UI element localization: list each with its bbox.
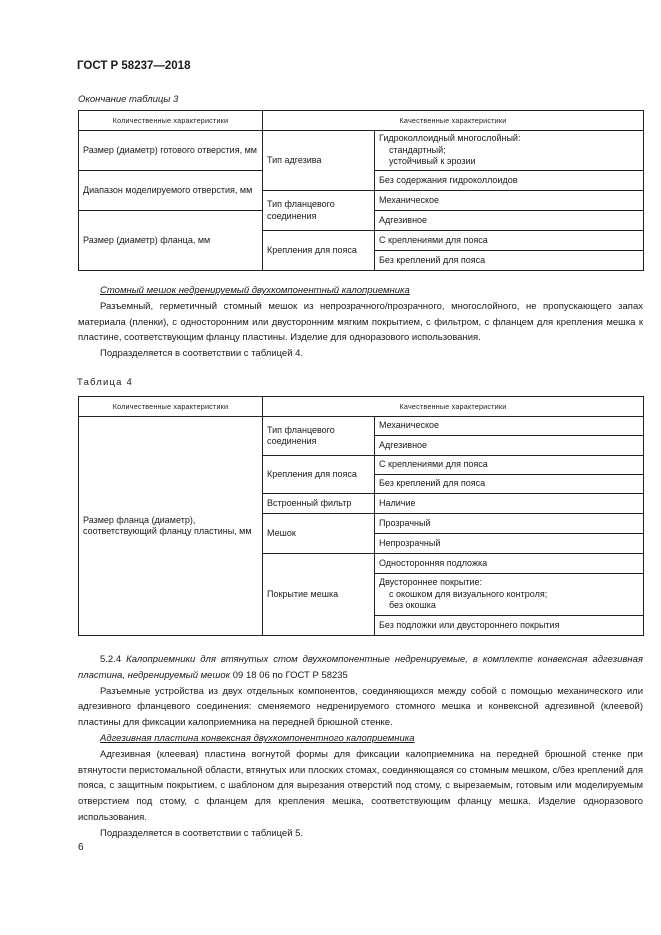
table4-col1-header: Количественные характеристики — [79, 397, 263, 417]
section-title: Калоприемники для втянутых стом двухкомпонентные недренируемые, в комплекте конвексная адгезивная пластина, недренируемый мешок — [78, 654, 644, 681]
group-name-cell: Встроенный фильтр — [263, 494, 375, 514]
value-cell: С креплениями для пояса — [375, 231, 644, 251]
table4-header-row — [79, 397, 644, 417]
value-text: Двустороннее покрытие: — [379, 577, 483, 588]
group-name-cell: Крепления для пояса — [263, 456, 375, 494]
group-name-cell: Тип фланцевого соединения — [263, 191, 375, 231]
group-name-cell: Покрытие мешка — [263, 554, 375, 636]
table-row — [79, 417, 644, 436]
value-cell: Без подложки или двустороннего покрытия — [375, 616, 644, 636]
value-cell: Механическое — [375, 191, 644, 211]
section-5-2-4 — [78, 652, 643, 842]
value-cell — [375, 131, 644, 171]
table4-col2-header: Качественные характеристики — [263, 397, 644, 417]
table3-header-row — [79, 111, 644, 131]
section-heading: Стомный мешок недренируемый двухкомпонентный калоприемника — [100, 285, 410, 296]
value-cell: Наличие — [375, 494, 644, 514]
section-body: Адгезивная (клеевая) пластина вогнутой формы для фиксации калоприемника на передней брюшной стенке при втянутости перистомальной области, втянутых или плоских стомах, соединяющаяся со стомным мешком, с/без креплений для пояса, с защитным покрытием, с шаблоном для вырезания отверстий под стому, с вырезаемым, готовым или моделируемым отверстием под стому, с фланцем для крепления мешка, соответствующим фланцу мешка. Изделие одноразового использования. — [78, 748, 643, 823]
table-3 — [78, 110, 644, 271]
section-code: 09 18 06 по ГОСТ Р 58235 — [232, 669, 348, 681]
value-text: Гидроколлоидный многослойный: — [379, 133, 521, 144]
section-subdivision: Подразделяется в соответствии с таблицей 4. — [100, 348, 304, 360]
quant-cell: Размер фланца (диаметр), соответствующий фланцу пластины, мм — [79, 417, 263, 636]
value-subitem: стандартный; — [389, 144, 446, 155]
value-subitem: устойчивый к эрозии — [389, 156, 476, 167]
section-body: Разъемный, герметичный стомный мешок из непрозрачного/прозрачного, многослойного, не пропускающего запах материала (пленки), с односторонним или двусторонним мягким покрытием, с фильтром, с фланцем для крепления мешка к пластине, соответствующим фланцу пластины. Изделие для одноразового использования. — [78, 300, 643, 344]
value-cell: Прозрачный — [375, 514, 644, 534]
table3-col1-header: Количественные характеристики — [79, 111, 263, 131]
section-subdivision: Подразделяется в соответствии с таблицей 5. — [100, 827, 304, 839]
section-stoma-bag — [78, 283, 643, 362]
table4-label: Таблица 4 — [77, 377, 133, 388]
section-body: Разъемные устройства из двух отдельных компонентов, соединяющихся между собой с помощью механического или адгезивного фланцевого соединения: сменяемого недренируемого стомного мешка и конвексной адгезивной (клеевой) пластины для фиксации калоприемника на передней брюшной стенке. — [78, 685, 643, 729]
table-row — [79, 131, 644, 171]
value-cell: Без креплений для пояса — [375, 475, 644, 494]
value-cell: Адгезивное — [375, 211, 644, 231]
value-cell: Без креплений для пояса — [375, 251, 644, 271]
page-number: 6 — [78, 842, 84, 853]
group-name-cell: Крепления для пояса — [263, 231, 375, 271]
group-name-cell: Тип адгезива — [263, 131, 375, 191]
quant-cell: Диапазон моделируемого отверстия, мм — [79, 171, 263, 211]
value-cell: Механическое — [375, 417, 644, 436]
document-header: ГОСТ Р 58237—2018 — [77, 60, 191, 72]
value-cell: С креплениями для пояса — [375, 456, 644, 475]
table-4 — [78, 396, 644, 636]
group-name-cell: Тип фланцевого соединения — [263, 417, 375, 456]
section-heading: Адгезивная пластина конвексная двухкомпонентного калоприемника — [100, 732, 415, 744]
value-cell: Без содержания гидроколлоидов — [375, 171, 644, 191]
value-subitem: с окошком для визуального контроля; — [389, 588, 548, 599]
table3-col2-header: Качественные характеристики — [263, 111, 644, 131]
value-subitem: без окошка — [389, 600, 436, 611]
quant-cell: Размер (диаметр) фланца, мм — [79, 211, 263, 271]
value-cell: Адгезивное — [375, 436, 644, 456]
quant-cell: Размер (диаметр) готового отверстия, мм — [79, 131, 263, 171]
value-cell: Односторонняя подложка — [375, 554, 644, 574]
value-cell — [375, 574, 644, 616]
section-number: 5.2.4 — [100, 654, 122, 665]
group-name-cell: Мешок — [263, 514, 375, 554]
value-cell: Непрозрачный — [375, 534, 644, 554]
section-title-paragraph — [78, 652, 643, 684]
table3-caption: Окончание таблицы 3 — [78, 94, 179, 105]
